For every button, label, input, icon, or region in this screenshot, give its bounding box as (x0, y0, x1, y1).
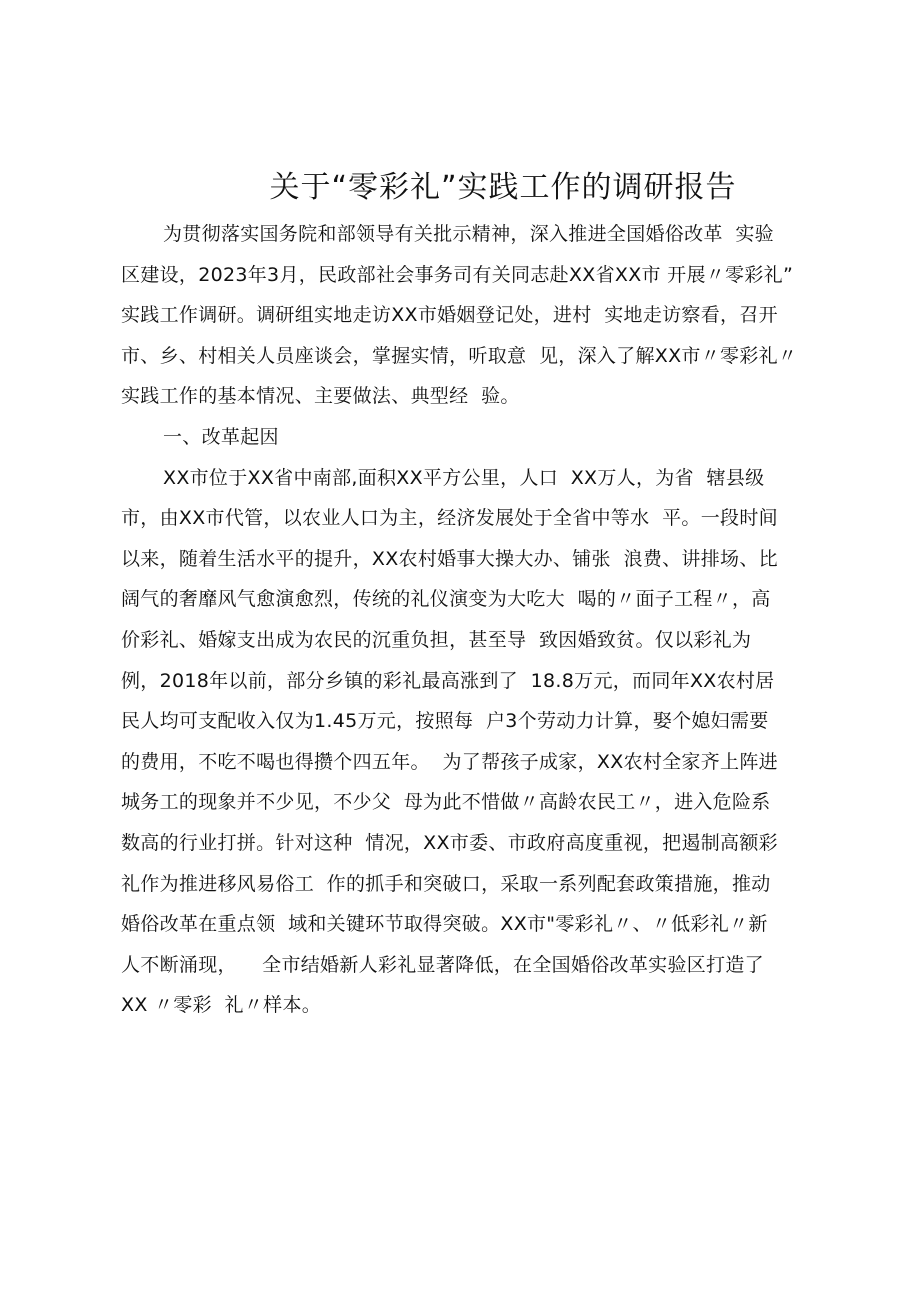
paragraph-line: 市、乡、村相关人员座谈会，掌握实情，听取意 见，深入了解XX市〃零彩礼〃 (121, 344, 798, 367)
paragraph-line: 例，2018年以前，部分乡镇的彩礼最高涨到了 18.8万元，而同年XX农村居 (121, 669, 775, 692)
paragraph-line: 价彩礼、婚嫁支出成为农民的沉重负担，甚至导 致因婚致贫。仅以彩礼为 (121, 628, 752, 651)
paragraph-line: 的费用，不吃不喝也得攒个四五年。 为了帮孩子成家，XX农村全家齐上阵进 (121, 750, 778, 773)
paragraph-line: 实践工作调研。调研组实地走访XX市婚姻登记处，进村 实地走访察看，召开 (121, 304, 778, 327)
paragraph-line: XX 〃零彩 礼〃样本。 (121, 994, 322, 1017)
paragraph-line: 礼作为推进移风易俗工 作的抓手和突破口，采取一系列配套政策措施，推动 (121, 872, 771, 895)
paragraph-line: 市，由XX市代管，以农业人口为主，经济发展处于全省中等水 平。一段时间 (121, 507, 778, 530)
document-title: 关于“零彩礼”实践工作的调研报告 (269, 170, 737, 205)
paragraph-line: 区建设，2023年3月，民政部社会事务司有关同志赴XX省XX市 开展〃零彩礼” (121, 263, 794, 286)
paragraph-line: 数高的行业打拼。针对这种 情况，XX市委、市政府高度重视，把遏制高额彩 (121, 831, 778, 854)
paragraph-line: XX市位于XX省中南部,面积XX平方公里，人口 XX万人，为省 辖县级 (163, 466, 765, 489)
paragraph-line: 婚俗改革在重点领 域和关键环节取得突破。XX市"零彩礼〃、〃低彩礼〃新 (121, 913, 768, 936)
paragraph-line: 为贯彻落实国务院和部领导有关批示精神，深入推进全国婚俗改革 实验 (163, 223, 774, 245)
paragraph-line: 城务工的现象并不少见，不少父 母为此不惜做〃高龄农民工〃，进入危险系 (121, 791, 771, 814)
paragraph-line: 阔气的奢靡风气愈演愈烈，传统的礼仪演变为大吃大 喝的〃面子工程〃，高 (121, 588, 771, 611)
section-heading: 一、改革起因 (163, 425, 279, 448)
paragraph-line: 实践工作的基本情况、主要做法、典型经 验。 (121, 385, 520, 408)
paragraph-line: 民人均可支配收入仅为1.45万元，按照每 户3个劳动力计算，娶个媳妇需要 (121, 710, 769, 733)
document-body (121, 222, 811, 1034)
paragraph-line: 以来，随着生活水平的提升，XX农村婚事大操大办、铺张 浪费、讲排场、比 (121, 547, 778, 570)
paragraph-line: 人不断涌现， 全市结婚新人彩礼显著降低，在全国婚俗改革实验区打造了 (121, 953, 764, 976)
